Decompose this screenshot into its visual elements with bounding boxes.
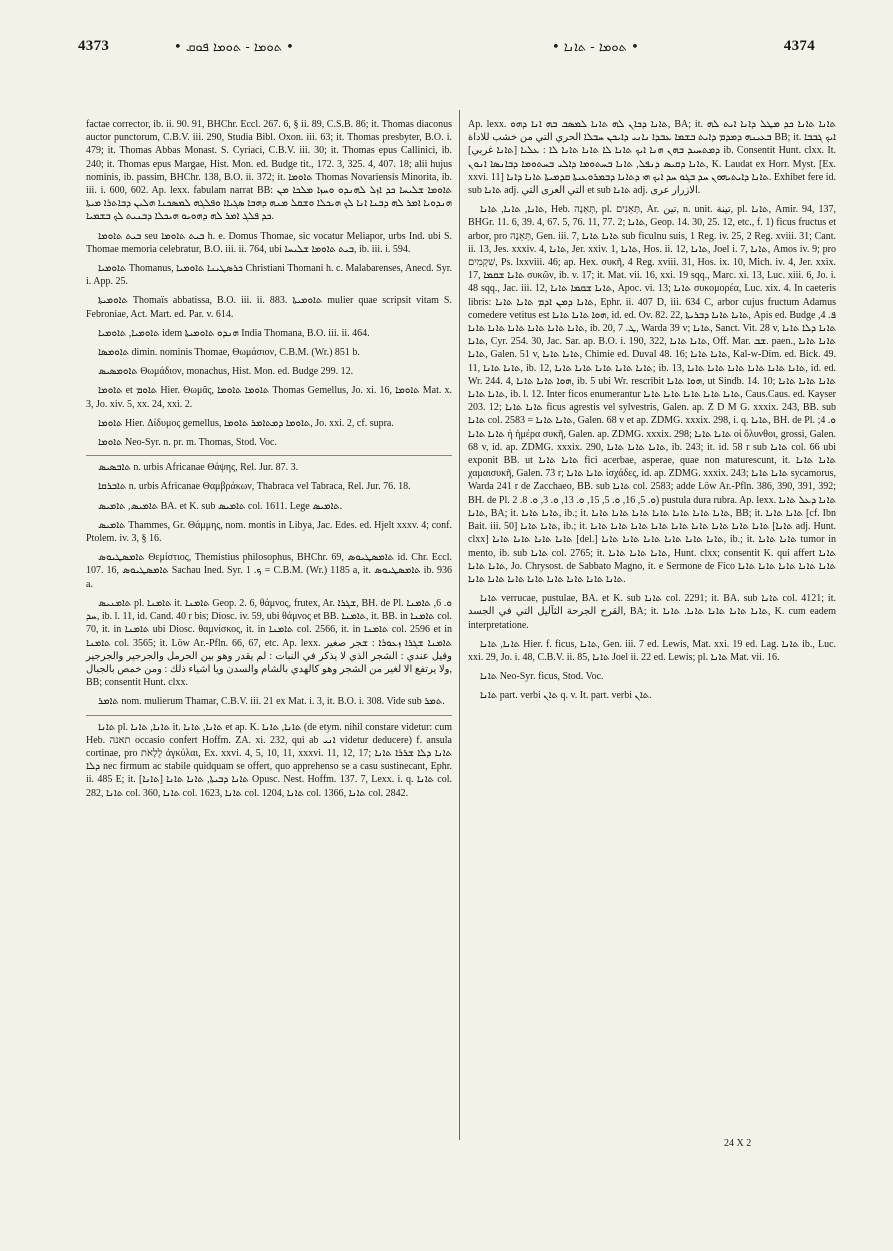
left-column [86,118,452,806]
dictionary-entry: ܬܐܘܡܣܐ dimin. nominis Thomae, Θωμάσιον, C.B.M. (Wr.) 851 b. [98,347,360,359]
right-column [468,118,836,709]
dictionary-entry: ܬܐܢܐ pl. ܬܐܢܐ, ܬܐܢܐ it. ܬܐܢܐ, ܬܐܢܐ et ap. K. ܬܐܢܐ, ܬܐܢܐ (de etym. nihil constare videtur: cum Heb. תאנה occasio confert Hoffm. ZA. xi. 232, qui ab ܐܢܝ videtur deducere) f. ansula cortinae, pro לֻלָאֹת ἀγκύλαι, Ex. xxvi. 4, 5, 10, 11, xxxvi. 11, 12, 17; ܬܐܢܐ ܕܠܐ ܫܪܪܐ ܬܐܢܐ ܕܠܐ nec firmum ac stabile quidquam se offert, quo apprehenso se a casu sustinecant, Ephr. ii. 485 E; it. [ܬܐܢܐ] ܬܐܢܐ ܕܒܝܬܐ, ܬܐܢܐ ܬܐܢܐ Opusc. Nest. Hoffm. 137. 7, Lexx. i. q. ܬܐܢܐ col. 282, ܬܐܢܐ col. 360, ܬܐܢܐ col. 1623, ܬܐܢܐ col. 1204, ܬܐܢܐ col. 1366, ܬܐܢܐ col. 2842. [86,715,452,800]
dictionary-entry: ܒܝܬ ܬܐܘܡܐ seu ܒܝܬ ܬܐܘܡܐ h. e. Domus Thomae, sic vocatur Meliapor, urbs Ind. ubi S. Thomae memoria celebratur, B.O. iii. ii. 764, ubi ܒܝܬ ܬܐܘܡܐ ܫܠܝܚܐ, ib. iii. i. 594. [86,230,453,255]
dictionary-entry: ܬܐܢܐ part. verbi ܬܐܢ q. v. It. part. verbi ܬܐܢ. [480,690,652,702]
column-divider [459,110,460,1140]
dictionary-entry: ܬܐܘܡܝܐ Thomanus, ܟܪܣܛܝܢܐ ܬܐܘܡܝܐ Christiani Thomani h. c. Malabarenses, Anecd. Syr. i. App. 25. [86,263,453,288]
dictionary-entry: ܬܐܘܡܝܐ, ܬܐܘܡܝܐ idem ܗܢܕܘ ܬܐܘܡܝܬܐ India Thomana, B.O. iii. ii. 464. [98,327,370,339]
dictionary-entry: ܬܐܘܡܝܬܐ Thomaïs abbatissa, B.O. iii. ii. 883. ܬܐܘܡܝܬܐ mulier quae scripsit vitam S. Febroniae, Act. Mart. ed. Par. v. 614. [86,295,452,320]
dictionary-entry: Ap. lexx. ܬܐܢܐ ܕܟܐܢ ܠܗ ܬܐܢܐ ܠܡܣܒ ܒܗ ܐܢܐ ܕܗܘ, BA; it. ܬܐܢܐ ܬܐܢܐ ܟܕ ܡܛܠ ܕܐܢܐ ܐܝܬ ܠܗ ܒܥܝܢܗ ܕܡܕܡ ܕܐܝܬ ܒܫܡܐ ܥܒܕܐ ܢܐܢܝ ܕܐܝܟܢ ܚܒܠܐ الحري التي من خشب للاداة BB; it. ܐܝܟ ܓܒܒܐ ܕܡܬܚܝܕ ܒܗܢ ܗܢܐ ܐܝܟ ܬܐܢܐ ܠܐ ܬܐܢܐ ܬܐܢܐ ܠܐ : ܥܠܝܐ [ܬܐܢܐ غربي] ib. Consentit Hunt. clxx. It. ܬܐܢܐ ܕܩܝܣ ܕܢܦܠ, ܬܐܢܐ ܒܚܬܘܡܐ ܕܐܠܝ ܒܚܬܘܡܐ ܕܒܐܢܣܐ ܐܢܘܢ, K. Laudat ex Horr. Myst. [Ex. xxvi. 11] ܬܐܢܐ ܕܐܝܬܝܗܘܢ ܚܕ ܒܓܘ ܚܕ ܐܝܟ ܗܝ ܕܬܐܢܐ ܕܒܡܪܘܥܝܬܐ ܩܕܡܝܬܐ ܬܐܢܐ ܕܐܢܐ. Exhibet fere id. sub ܬܐܢܐ adj. التي العرى التي et sub ܬܐܢܐ adj. الازرار عرى. [468,119,836,197]
dictionary-entry: ܬܐܒܣܝܣ n. urbis Africanae Θάψης, Rel. Jur. 87. 3. [86,455,452,474]
dictionary-entry: ܬܐܡܝܣ, ܬܐܡܝܣ BA. et K. sub ܬܐܡܝܣ col. 1611. Lege ܬܐܡܝܣ. [98,500,343,512]
dictionary-entry: ܬܐܢܐ, ܬܐܢܐ Hier. f. ficus, ܬܐܢܐ, Gen. iii. 7 ed. Lewis, Mat. xxi. 19 ed. Lag. ܬܐܢܐ ib., Luc. xxi. 29, Jo. i. 48, C.B.V. ii. 85, ܬܐܢܐ Joel ii. 22 ed. Lewis; pl. ܬܐܢܐ Mat. vii. 16. [468,638,837,663]
dictionary-entry: ܬܐܢܐ verrucae, pustulae, BA. et K. sub ܬܐܢܐ col. 2291; it. BA. sub ܬܐܢܐ col. 4121; it. القرح الجرحة الثآليل التي في الجسد, BA; it. ܬܐܢܐ ܬܐܢܐ ܬܐܢܐ ܬܐܢܐ. ܬܐܢܐ, K. cum eadem interpretatione. [468,593,836,631]
dictionary-entry: ܬܐܒܪܩܐ n. urbis Africanae Θαμβράκων, Thabraca vel Tabraca, Rel. Jur. 76. 18. [98,481,411,493]
right-running-head: • ܬܘܡܐ - ܬܐܢܐ • [552,40,639,55]
left-page-number: 4373 [78,38,110,54]
dictionary-entry: ܬܐܘܡܐ et ܬܐܘܡ Hier. Θωμᾶς, ܬܐܘܡܐ ܬܐܘܡܐ Thomas Gemellus, Jo. xi. 16, ܬܐܘܡܐ Mat. x. 3, Jo. xiv. 5, xx. 24, xxi. 2. [86,385,452,410]
signature-mark: 24 X 2 [724,1138,752,1149]
dictionary-entry: ܬܐܘܡܐ Neo-Syr. n. pr. m. Thomas, Stod. Voc. [98,437,277,449]
dictionary-entry: ܬܐܡܢܝܣ pl. ܬܐܡܢܐ it. ܬܐܡܢܐ Geop. 2. 6, θάμνος, frutex, Ar. ܫܓܪܐ, BH. de Pl. ܘ. 6, ܬܐܡܢܐ ܚܕ, ib. l. 11, id. Cand. 40 r bis; Diosc. iv. 59, ubi θάμνος et BB. ܬܐܡܢܐ, it. BB. in ܬܐܡܢܐ col. 70, it. in ܬܐܡܢܐ ubi Diosc. θαμνίσκος, it. in ܬܐܡܢܐ col. 2566, it. in ܬܐܡܢܐ col. 2596 et in ܬܐܡܢܐ col. 3565; it. Löw Ar.-Pfln. 66, 67, etc. Ap. lexx. ܬܐܡܢܐ ܫܓܪܐ ܙܥܘܪܐ : ܫجر صغير وقيل عندي : الشجر الذي لا يذكر في النبات : لم يقدر وهو بين الحرمل والجرجير والجرجير ولا يرتفع الا لغير من الشجر وهو كالهدي بالشام والسدن ويا اشياء ذلك : ومن خمص بالجبال, BB; consentit Hunt. clxx. [86,597,453,689]
dictionary-entry: factae corrector, ib. ii. 90. 91, BHChr. Eccl. 267. 6, § ii. 89, C.S.B. 86; it. Thomas diaconus auctor punctorum, C.B.V. iii. 290, Studia Bibl. Oxon. iii. 63; it. Thomas presbyter, B.O. i. 479; it. Thomas Abbas Monast. S. Cyriaci, C.B.V. iii. 30; it. Thomas epus Callinici, ib. 240; it. Thomas epus Margae, Hist. Mon. ed. Budge tit., 172. 3, 325. 4, 407. 18; alii hujus nominis, ib. passim, BHChr. 138, B.O. ii. 372; it. ܬܐܘܡܐ Thomas Novariensis Minorita, ib. iii. i. 600, 602. Ap. lexx. fabulam narrat BB: ܬܐܘܡܐ ܫܠܝܚܐ ܟܕ ܐܙܠ ܠܗܢܕܘ ܘܚܙܐ ܡܠܟܐ ܡܢ ܗܢܕܘܝܐ ܐܡܪ ܠܗ ܕܒܢܐ ܐܢܐ ܠܟ ܗܝܟܠܐ ܘܫܩܠ ܡܢܗ ܕܗܒܐ ܣܓܝܐܐ ܘܦܠܓܗ ܠܡܣܟܢܐ ܗܠܝܢ ܕܒܐܬܪܐ ܡܝܬܐ ܟܕ ܦܠܓ ܐܡܪ ܠܗ ܕܗܘܝܘ ܗܝܟܠܐ ܕܒܢܝܬ ܠܟ ܒܫܡܝܐ. [86,119,453,223]
right-page-number: 4374 [783,38,815,54]
dictionary-entry: ܬܐܢܐ Neo-Syr. ficus, Stod. Voc. [480,671,604,683]
dictionary-entry: ܬܐܢܐ, ܬܐܢܐ, ܬܐܢܐ, Heb. תְּאֵנָה, pl. תְּאֵנִים, Ar. تين, n. unit. تينة, pl. ܬܐܢܐ, Amir. 94, 137, BHGr. 11. 6, 39. 4, 67. 5, 76. 11, 77. 2; ܬܐܢܐ, Geop. 14. 30, 25. 12, etc., f. 1) ficus fructus et arbor, pro תְּאֵנָה, Gen. iii. 7, ܬܐܢܐ ܬܐܢܐ sub ficulnu suis, 1 Reg. iv. 25, 2 Reg. xviii. 31; Cant. ii. 13, Jes. xxxiv. 4, ܬܐܢܐ, Jer. xxiv. 1, ܬܐܢܐ, Hos. ii. 12, ܬܐܢܐ, Joel i. 7, ܬܐܢܐ, Amos iv. 9; pro שִׁקְמִים, Ps. lxxviii. 46; ap. Hex. συκῆ, 4 Reg. xviii. 31, Hos. ix. 10, Mich. iv. 4, Jer. xxix. 17, ܬܐܢܐ ܫܩܡܐ συκῶν, ib. v. 17; it. Mat. vii. 16, xxi. 19 sqq., Marc. xi. 13, Luc. xiii. 6, Jo. i. 48 sqq., Jac. iii. 12, ܬܐܢܐ ܫܩܡܐ ܬܐܢܐ, Apoc. vi. 13; ܬܐܢܐ συκομορέα, Luc. xix. 4. In caeteris libris: ܬܐܢܐ ܕܡܢ ܐܕܡ ܬܐܢܐ ܬܐܢܐ, Ephr. ii. 407 D, iii. 634 C, arbor cujus fructum Adamus comedere vetitus est ܗܘܐ ܬܐܢܐ ܬܐܢܐ, id. ed. Ov. 82. 22, ܬܐܢܐ ܬܐܢܐ ܕܒܪܝܬܐ, Apis ed. Budge ܦ. 4, ܬܐܢܐ ܬܐܢܐ ܬܐܢܐ ܬܐܢܐ ܬܐܢܐ ܬܐܢܐ, ib. 20, ܛ. 7, Warda 39 v; ܬܐܢܐ, Sanct. Vit. 28 v, ܬܐܢܐ ܕܠܐ ܬܐܢܐ ܬܐܢܐ, Cyr. 254. 30, Jac. Sar. ap. B.O. i. 190, 322, ܬܐܢܐ ܬܐܢܐ, Off. Mar. ܫܒ. paen., ܬܐܢܐ ܬܐܢܐ ܬܐܢܐ, Galen. 51 v, ܬܐܢܐ ܬܐܢܐ, Chimie ed. Duval 48. 16; ܬܐܢܐ ܬܐܢܐ, Kal-w-Dim. ed. Bick. 49. 11, ܬܐܢܐ ܬܐܢܐ, ib. 12, ܬܐܢܐ ܬܐܢܐ ܬܐܢܐ ܬܐܢܐ ܬܐܢܐ; ib. 13, ܬܐܢܐ ܬܐܢܐ ܬܐܢܐ ܬܐܢܐ ܬܐܢܐ ܬܐܢܐ, id. ed. Wr. 244. 4, ܗܘܐ ܬܐܢܐ ܬܐܢܐ, ib. 5 ubi Wr. rescribit ܗܘܐ ܬܐܢܐ, ut Sindb. 14. 10; ܬܐܢܐ ܬܐܢܐ ܬܐܢܐ ܬܐܢܐ ܬܐܢܐ, ib. l. 12. Inter ficos enumerantur ܬܐܢܐ ܬܐܢܐ ܬܐܢܐ ܬܐܢܐ ܬܐܢܐ, Caus.Caus. ed. Kayser 203. 12; ܬܐܢܐ ܬܐܢܐ ficus agrestis vel sylvestris, Galen. ap. Z D M G. xxxix. 243, BB. sub ܬܐܢܐ col. 2583 = ܬܐܢܐ ܬܐܢܐ, Galen. 68 v et ap. ZDMG. xxxix. 298, i. q. ܬܐܢܐ, BH. de Pl. ܘ. 4; ܬܐܢܐ ܬܐܢܐ ἡ ἡμέρα συκῆ, Galen. ap. ZDMG. xxxix. 298; ܬܐܢܐ ܬܐܢܐ οἱ ὄλυνθοι, grossi, Galen. 68 v, id. ap. ZDMG. xxxix. 290, ܬܐܢܐ ܬܐܢܐ ܬܐܢܐ, ib. 243; it. id. 58 r sub ܬܐܢܐ col. 66 ubi exponit BB. ut ܬܐܢܐ ܬܐܢܐ fici acerbae, asperae, quae non maturescunt, it. ܬܐܢܐ ܬܐܢܐ χαμαισυκῆ, Galen. 73 r; ܬܐܢܐ ܬܐܢܐ ἰσχάδες, id. ap. ZDMG. xxxix. 243; ܬܐܢܐ ܬܐܢܐ sycamorus, Warda 241 r de Zacchaeo, BB. sub ܬܐܢܐ col. 2583; adde Löw Ar.-Pfln. 386, 390, 391, 392; BH. de Pl. ܘ. 5, 16, ܘ. 5, 15, ܘ. 13, ܘ. 3, ܘ. 8. 2) pustula dura rubra. Ap. lexx. ܬܐܢܐ ܕܥܠ ܬܐܢܐ ܬܐܢܐ, BA; it. ܬܐܢܐ ܬܐܢܐ, ib.; it. ܬܐܢܐ ܬܐܢܐ ܬܐܢܐ ܬܐܢܐ ܬܐܢܐ ܬܐܢܐ ܬܐܢܐ, BB; it. ܬܐܢܐ ܬܐܢܐ [cf. Ibn Bait. iii. 50] ܬܐܢܐ ܬܐܢܐ, ib.; it. ܬܐܢܐ ܬܐܢܐ ܬܐܢܐ ܬܐܢܐ ܬܐܢܐ ܬܐܢܐ ܬܐܢܐ ܬܐܢܐ ܬܐܢܐ [ܬܐܢܐ adj. Hunt. clxx] ܬܐܢܐ ܬܐܢܐ ܬܐܢܐ ܬܐܢܐ [del.] ܬܐܢܐ ܬܐܢܐ ܬܐܢܐ ܬܐܢܐ ܬܐܢܐ ܬܐܢܐ, ib.; it. ܬܐܢܐ ܬܐܢܐ tumor in mento, ib. sub ܬܐܢܐ col. 2765; it. ܬܐܢܐ ܬܐܢܐ ܬܐܢܐ, Hunt. clxx; consentit K. qui affert ܬܐܢܐ ܬܐܢܐ ܬܐܢܐ, Jo. Chrysost. de Sabbato Magno, it. e Sermone de Fico ܬܐܢܐ ܬܐܢܐ ܬܐܢܐ ܬܐܢܐ ܬܐܢܐ ܬܐܢܐ ܬܐܢܐ ܬܐܢܐ ܬܐܢܐ ܬܐܢܐ ܬܐܢܐ ܬܐܢܐ ܬܐܢܐ. [468,204,837,585]
dictionary-entry: ܬܐܘܡܐ Hier. Δίδυμος gemellus, ܬܐܘܡܐ ܕܡܬܐܡܪ ܬܐܘܡܐ, Jo. xxi. 2, cf. supra. [98,417,394,429]
dictionary-entry: ܬܐܘܡܣܝܣ Θωμάδιον, monachus, Hist. Mon. ed. Budge 299. 12. [98,366,354,378]
page-header [78,38,815,64]
dictionary-entry: ܬܐܡܪ nom. mulierum Thamar, C.B.V. iii. 21 ex Mat. i. 3, it. B.O. i. 308. Vide sub ܬܡܪ. [98,696,445,708]
dictionary-entry: ܬܐܡܣܛܝܘܣ Θεμίστιος, Themistius philosophus, BHChr. 69, ܬܐܡܣܛܝܘܣ id. Chr. Eccl. 107. 16, ܬܐܡܣܛܝܘܣ Sachau Ined. Syr. ܟ. 1 = C.B.M. (Wr.) 1185 a, it. ܬܐܡܣܛܝܘܣ ib. 936 a. [86,552,453,590]
dictionary-entry: ܬܐܡܝܣ Thammes, Gr. Θάμμης, nom. montis in Libya, Jac. Edes. ed. Hjelt xxxv. 4; conf. Ptolem. iv. 3, § 16. [86,519,452,545]
left-running-head: • ܬܘܡܐ - ܬܘܡܐ ܦܘܩ • [174,40,294,55]
